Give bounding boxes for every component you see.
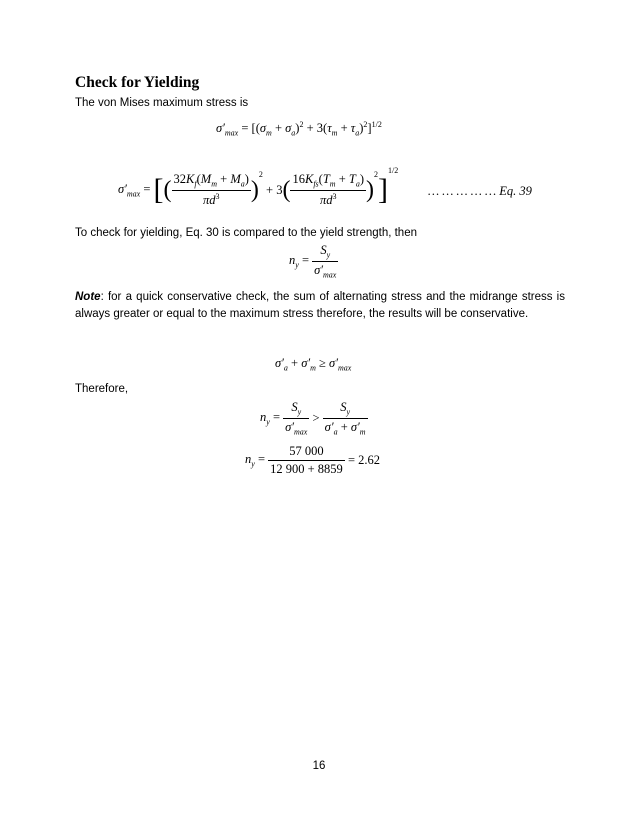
- result-equation: $n_y$ = $\frac{57 000}{12 900 + 8859}$ = 2.62: [245, 444, 380, 476]
- expanded-stress-equation: $\sigma'_{max}$ = [ ( $\frac{32K_f(M_m + M_a)}{\pi d^3}$ ) $^2$ + 3 ( $\frac{16K_{fs}(T_m + T_a)}{\pi d^3}$ ) $^2$ ] 1/2: [118, 166, 399, 207]
- equation-label: … … … … … Eq. 39: [428, 184, 532, 198]
- yield-check-text: To check for yielding, Eq. 30 is compared to the yield strength, then: [75, 227, 417, 239]
- von-mises-equation: $\sigma'_{max} = [(\sigma_m + \sigma_a)^2 + 3(\tau_m + \tau_a)^2]^{1/2}$: [216, 120, 382, 138]
- note-label: Note: [75, 291, 101, 303]
- result-value: = 2.62: [347, 453, 380, 467]
- intro-text: The von Mises maximum stress is: [75, 97, 249, 109]
- conservative-equation: $n_y$ = $\frac{S_y}{\sigma'_{max}}$ > $\frac{S_y}{\sigma'_a + \sigma'_m}$: [260, 400, 366, 436]
- note-paragraph: [75, 289, 565, 323]
- note-text: : for a quick conservative check, the sum of alternating stress and the midrange stress is always greater or equal to the maximum stress therefore, the results will be conservative.: [75, 291, 565, 320]
- section-heading: Check for Yielding: [75, 74, 200, 91]
- therefore-text: Therefore,: [75, 383, 129, 395]
- inequality-equation: $\sigma'_a + \sigma'_m \ge \sigma'_{max}$: [275, 356, 352, 373]
- denominator-value: 12 900 + 8859: [270, 462, 343, 476]
- safety-factor-equation: $n_y$ = $\frac{S_y}{\sigma'_{max}}$: [289, 243, 337, 279]
- numerator-value: 57 000: [268, 444, 345, 461]
- page-number: 16: [312, 760, 326, 772]
